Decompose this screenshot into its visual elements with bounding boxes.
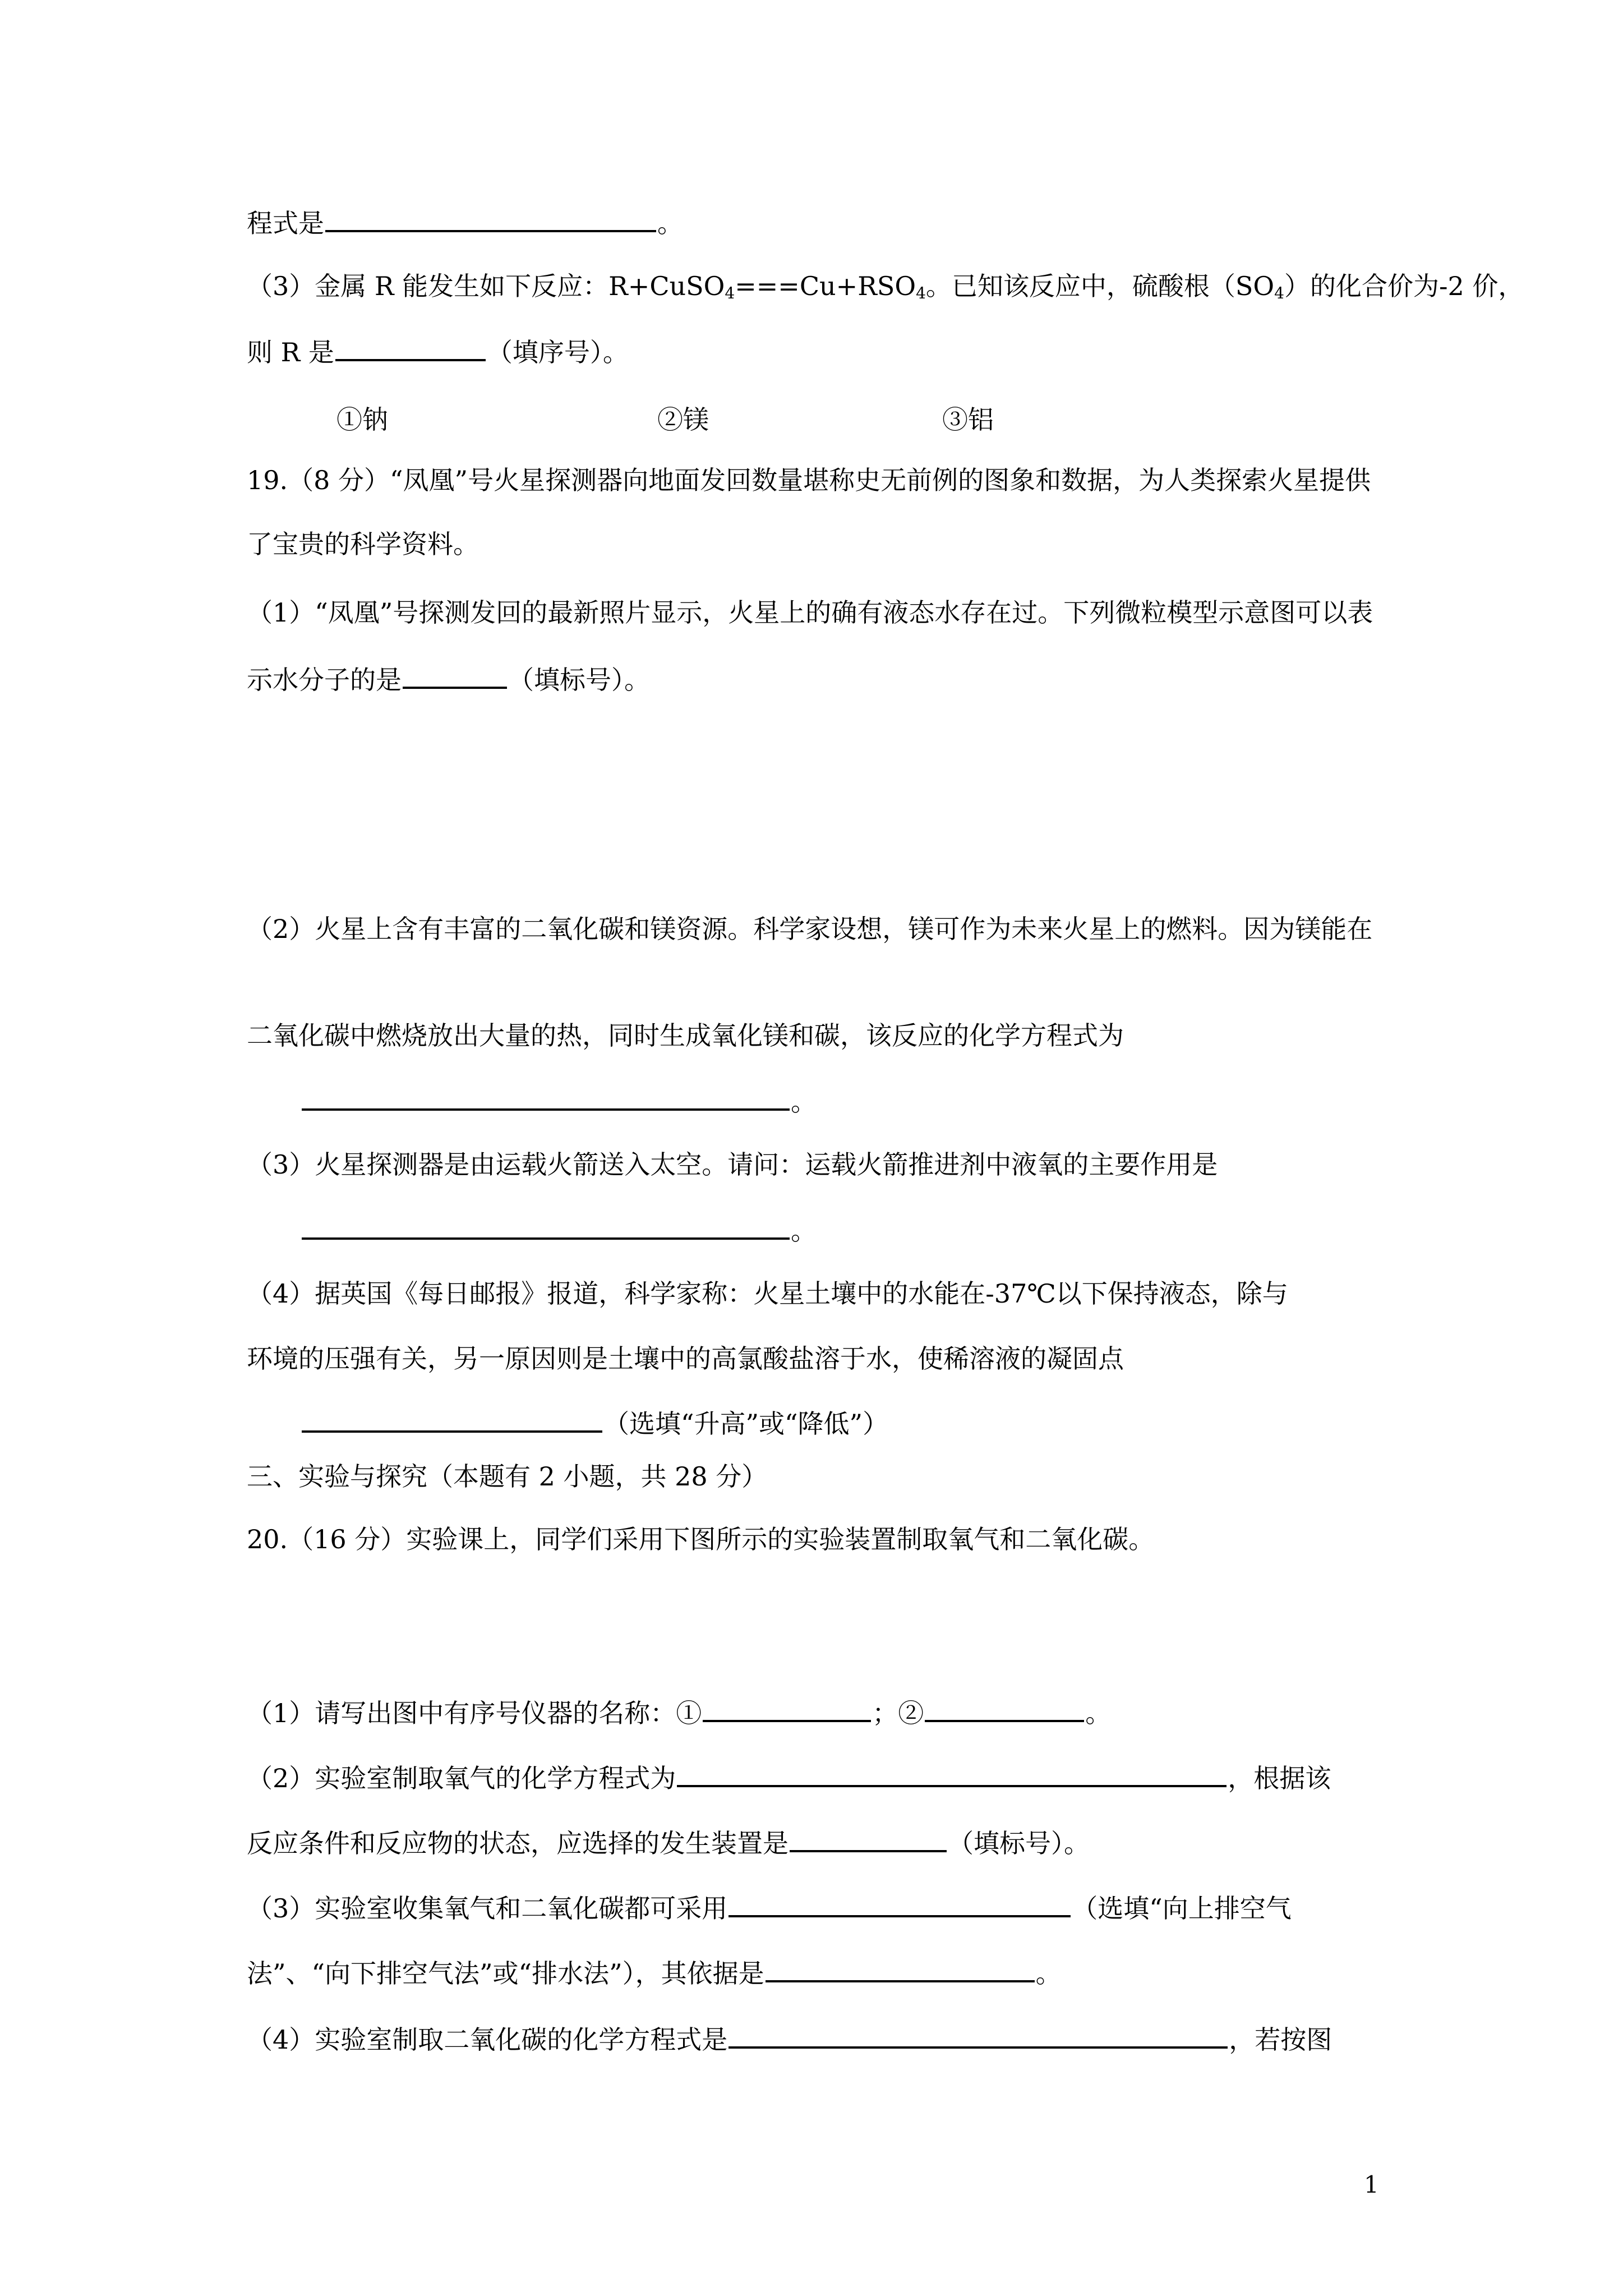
answer-blank[interactable] [703, 1695, 871, 1722]
question-20-stem: 20.（16 分）实验课上，同学们采用下图所示的实验装置制取氧气和二氧化碳。 [247, 1524, 1155, 1554]
answer-blank[interactable] [325, 205, 656, 232]
question-19-stem-cont: 了宝贵的科学资料。 [247, 529, 479, 559]
answer-blank[interactable] [302, 1406, 602, 1433]
answer-blank[interactable] [302, 1084, 790, 1111]
text-line: （4）实验室制取二氧化碳的化学方程式是 ，若按图 [247, 2022, 1332, 2056]
text-line: 二氧化碳中燃烧放出大量的热，同时生成氧化镁和碳，该反应的化学方程式为 [247, 1020, 1124, 1051]
question-19-stem: 19.（8 分）“凤凰”号火星探测器向地面发回数量堪称史无前例的图象和数据，为人类探索火星提供 [247, 465, 1371, 495]
option-1: ①钠 [336, 404, 388, 435]
text-line: 示水分子的是 （填标号）。 [247, 662, 650, 697]
text-line: 。 [301, 1213, 817, 1248]
text-line: （2）实验室制取氧气的化学方程式为 ，根据该 [247, 1760, 1331, 1795]
text-line: （1）“凤凰”号探测发回的最新照片显示，火星上的确有液态水存在过。下列微粒模型示意图可以表 [247, 597, 1373, 628]
text-line: （3）金属 R 能发生如下反应：$R+CuSO_4===Cu+RSO_4$。已知该反应中，硫酸根$(SO_4)$的化合价为-2 价， [247, 271, 1524, 302]
text-line: 法”、“向下排空气法”或“排水法”），其依据是 。 [247, 1955, 1062, 1990]
answer-blank[interactable] [302, 1213, 790, 1240]
text-line: 反应条件和反应物的状态，应选择的发生装置是 （填标号）。 [247, 1825, 1090, 1860]
text-line: （选填“升高”或“降低”） [301, 1406, 888, 1441]
text-line: （1）请写出图中有序号仪器的名称：① ；② 。 [247, 1695, 1111, 1730]
answer-blank[interactable] [728, 2022, 1228, 2049]
option-2: ②镁 [657, 404, 709, 435]
answer-blank[interactable] [728, 1890, 1071, 1917]
text-line: 则 R 是 （填序号）。 [247, 334, 629, 369]
page-number: 1 [1364, 2171, 1379, 2198]
text-line: 环境的压强有关，另一原因则是土壤中的高氯酸盐溶于水，使稀溶液的凝固点 [247, 1343, 1124, 1374]
answer-blank[interactable] [766, 1955, 1035, 1982]
text-line: （3）实验室收集氧气和二氧化碳都可采用 （选填“向上排空气 [247, 1890, 1292, 1925]
answer-blank[interactable] [925, 1695, 1084, 1722]
text-line: （2）火星上含有丰富的二氧化碳和镁资源。科学家设想，镁可作为未来火星上的燃料。因为镁能在 [247, 914, 1373, 944]
answer-blank[interactable] [677, 1760, 1227, 1787]
text-line: （3）火星探测器是由运载火箭送入太空。请问：运载火箭推进剂中液氧的主要作用是 [247, 1149, 1218, 1180]
text-line: 。 [301, 1084, 817, 1119]
section-heading: 三、实验与探究（本题有 2 小题，共 28 分） [247, 1461, 768, 1492]
option-3: ③铝 [942, 404, 994, 435]
answer-blank[interactable] [335, 334, 486, 361]
text-line: （4）据英国《每日邮报》报道，科学家称：火星土壤中的水能在-37℃以下保持液态，除与 [247, 1278, 1288, 1309]
answer-blank[interactable] [403, 662, 507, 689]
answer-blank[interactable] [790, 1825, 947, 1852]
text-line: 程式是 。 [247, 205, 683, 240]
